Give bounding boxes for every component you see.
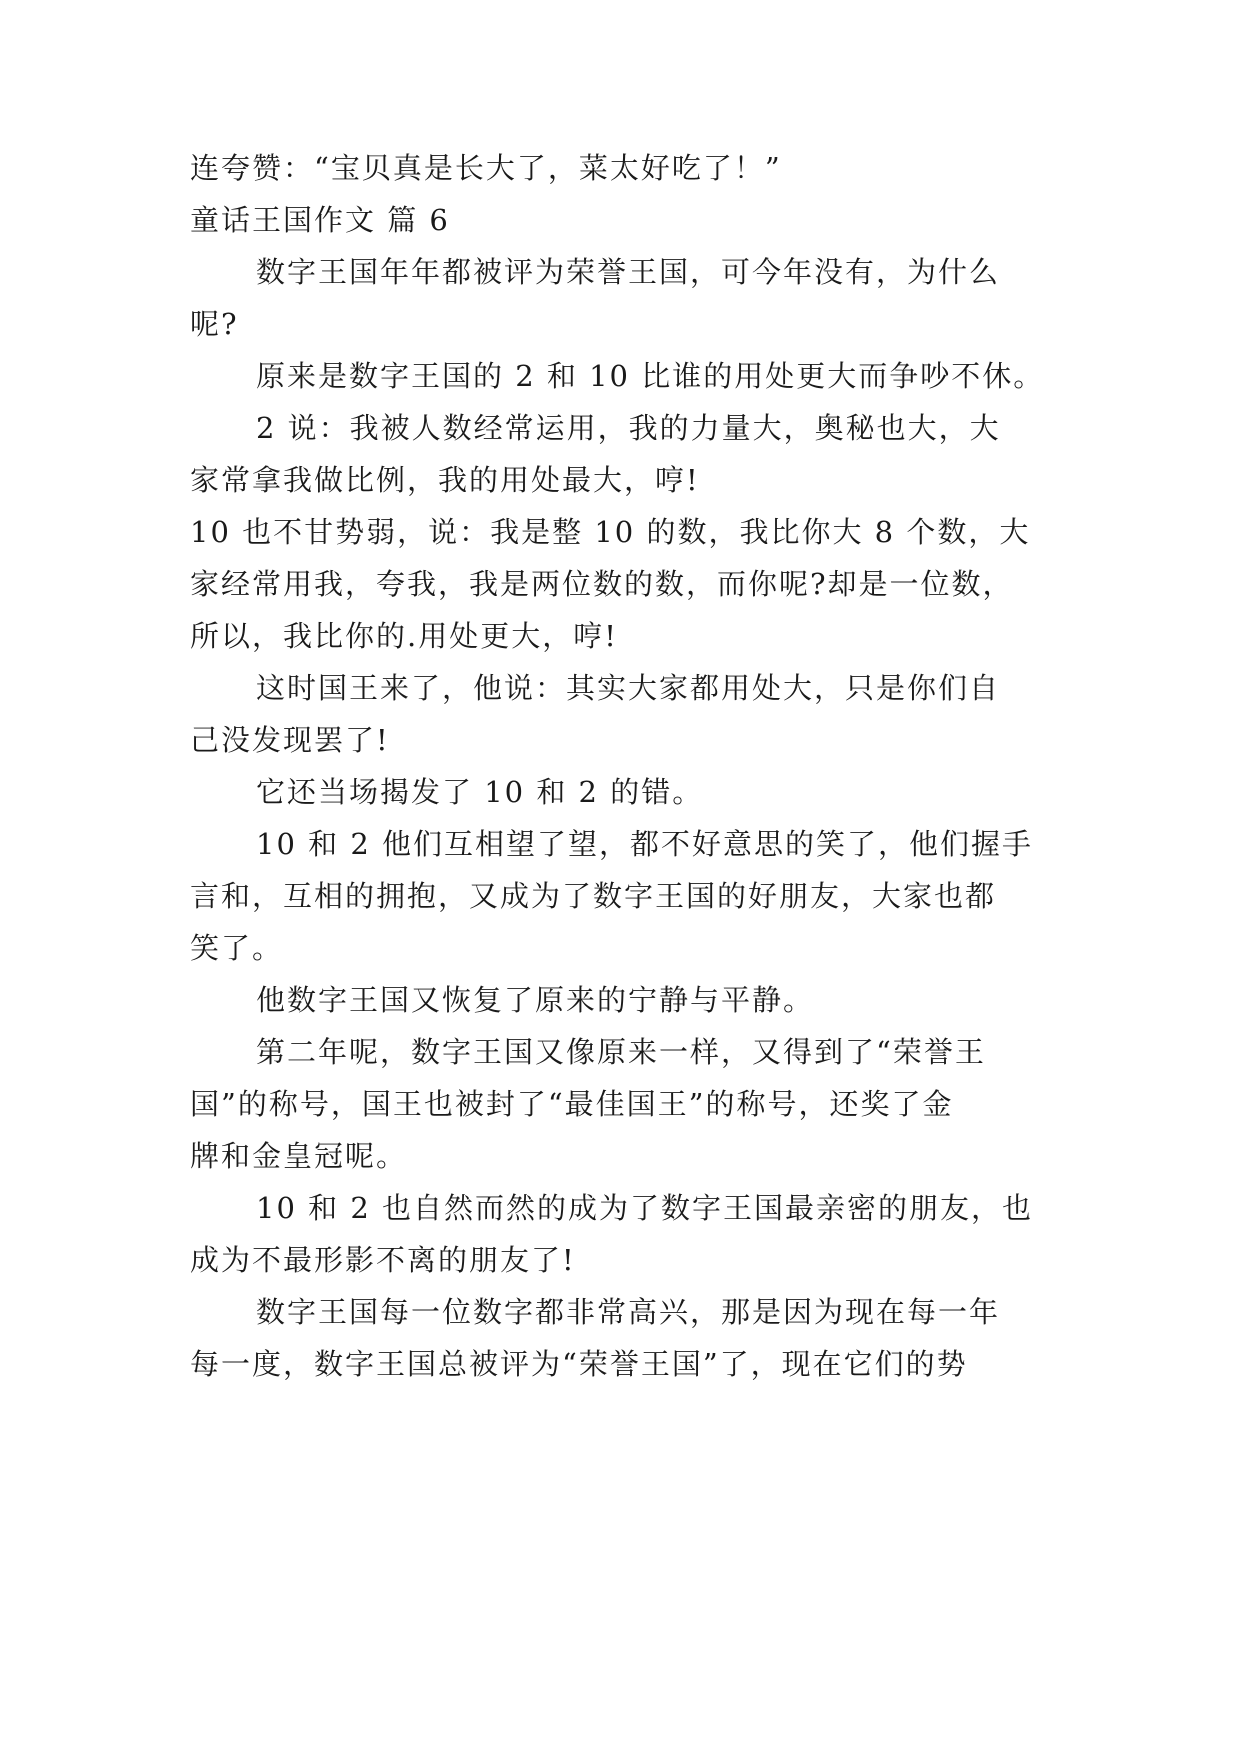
paragraph-line: 第二年呢，数字王国又像原来一样，又得到了“荣誉王: [256, 1035, 986, 1069]
paragraph-line: 笑了。: [190, 931, 284, 965]
paragraph-line: 己没发现罢了!: [190, 723, 390, 757]
text-line: 连夸赞：“宝贝真是长大了，菜太好吃了！”: [190, 151, 782, 185]
paragraph-line: 牌和金皇冠呢。: [190, 1139, 408, 1173]
paragraph-line: 原来是数字王国的 2 和 10 比谁的用处更大而争吵不休。: [256, 359, 1045, 393]
section-heading: 童话王国作文 篇 6: [190, 203, 450, 237]
paragraph-line: 数字王国年年都被评为荣誉王国，可今年没有，为什么: [256, 255, 1001, 289]
paragraph-line: 10 和 2 他们互相望了望，都不好意思的笑了，他们握手: [256, 827, 1034, 861]
paragraph-line: 这时国王来了，他说：其实大家都用处大，只是你们自: [256, 671, 1001, 705]
paragraph-line: 他数字王国又恢复了原来的宁静与平静。: [256, 983, 815, 1017]
paragraph-line: 成为不最形影不离的朋友了!: [190, 1243, 576, 1277]
paragraph-line: 数字王国每一位数字都非常高兴，那是因为现在每一年: [256, 1295, 1001, 1329]
paragraph-line: 10 和 2 也自然而然的成为了数字王国最亲密的朋友，也: [256, 1191, 1034, 1225]
paragraph-line: 每一度，数字王国总被评为“荣誉王国”了，现在它们的势: [190, 1347, 968, 1381]
paragraph-line: 家经常用我，夸我，我是两位数的数，而你呢?却是一位数，: [190, 567, 1014, 601]
paragraph-line: 10 也不甘势弱，说：我是整 10 的数，我比你大 8 个数，大: [190, 515, 1031, 549]
paragraph-line: 国”的称号，国王也被封了“最佳国王”的称号，还奖了金: [190, 1087, 954, 1121]
paragraph-line: 家常拿我做比例，我的用处最大，哼!: [190, 463, 700, 497]
paragraph-line: 言和，互相的拥抱，又成为了数字王国的好朋友，大家也都: [190, 879, 997, 913]
paragraph-line: 它还当场揭发了 10 和 2 的错。: [256, 775, 704, 809]
paragraph-line: 所以，我比你的.用处更大，哼!: [190, 619, 618, 653]
paragraph-line: 呢?: [190, 307, 239, 341]
paragraph-line: 2 说：我被人数经常运用，我的力量大，奥秘也大，大: [256, 411, 1001, 445]
